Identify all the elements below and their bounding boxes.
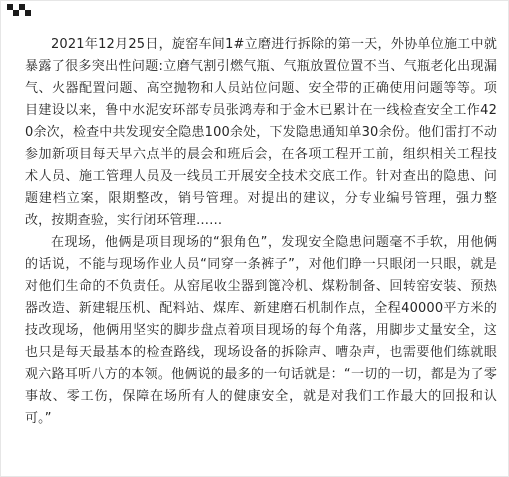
decoration-square (25, 10, 31, 16)
decoration-square (13, 10, 19, 16)
article-body (25, 34, 497, 430)
corner-decoration-icon (7, 4, 33, 19)
paragraph-1: 2021年12月25日，旋窑车间1#立磨进行拆除的第一天，外协单位施工中就暴露了很多突出性问题:立磨气割引燃气瓶、气瓶放置位置不当、气瓶老化出现漏气、火器配置问题、高空抛物和人员站位问题、安全带的正确使用问题等等。项目建设以来，鲁中水泥安环部专员张鸿寿和于金木已累计在一线检查安全工作420余次，检查中共发现安全隐患100余处，下发隐患通知单30余份。他们雷打不动参加新项目每天早六点半的晨会和班后会，在各项工程开工前，组织相关工程技术人员、施工管理人员及一线员工开展安全技术交底工作。针对查出的隐患、问题建档立案，限期整改，销号管理。对提出的建议，分专业编号管理，强力整改，按期查验，实行闭环管理…… (25, 37, 497, 228)
paragraph-2: 在现场，他俩是项目现场的“狠角色”，发现安全隐患问题毫不手软，用他俩的话说，不能与现场作业人员“同穿一条裤子”，对他们睁一只眼闭一只眼，就是对他们生命的不负责任。从窑尾收尘器到篦冷机、煤粉制备、回转窑安装、预热器改造、新建辊压机、配料站、煤库、新建磨石机制作点，全程40000平方米的技改现场，他俩用坚实的脚步盘点着项目现场的每个角落，用脚步丈量安全，这也只是每天最基本的检查路线，现场设备的拆除声、嘈杂声，也需要他们练就眼观六路耳听八方的本领。他俩说的最多的一句话就是：“一切的一切，都是为了零事故、零工伤，保障在场所有人的健康安全，就是对我们工作最大的回报和认可。” (25, 235, 497, 426)
